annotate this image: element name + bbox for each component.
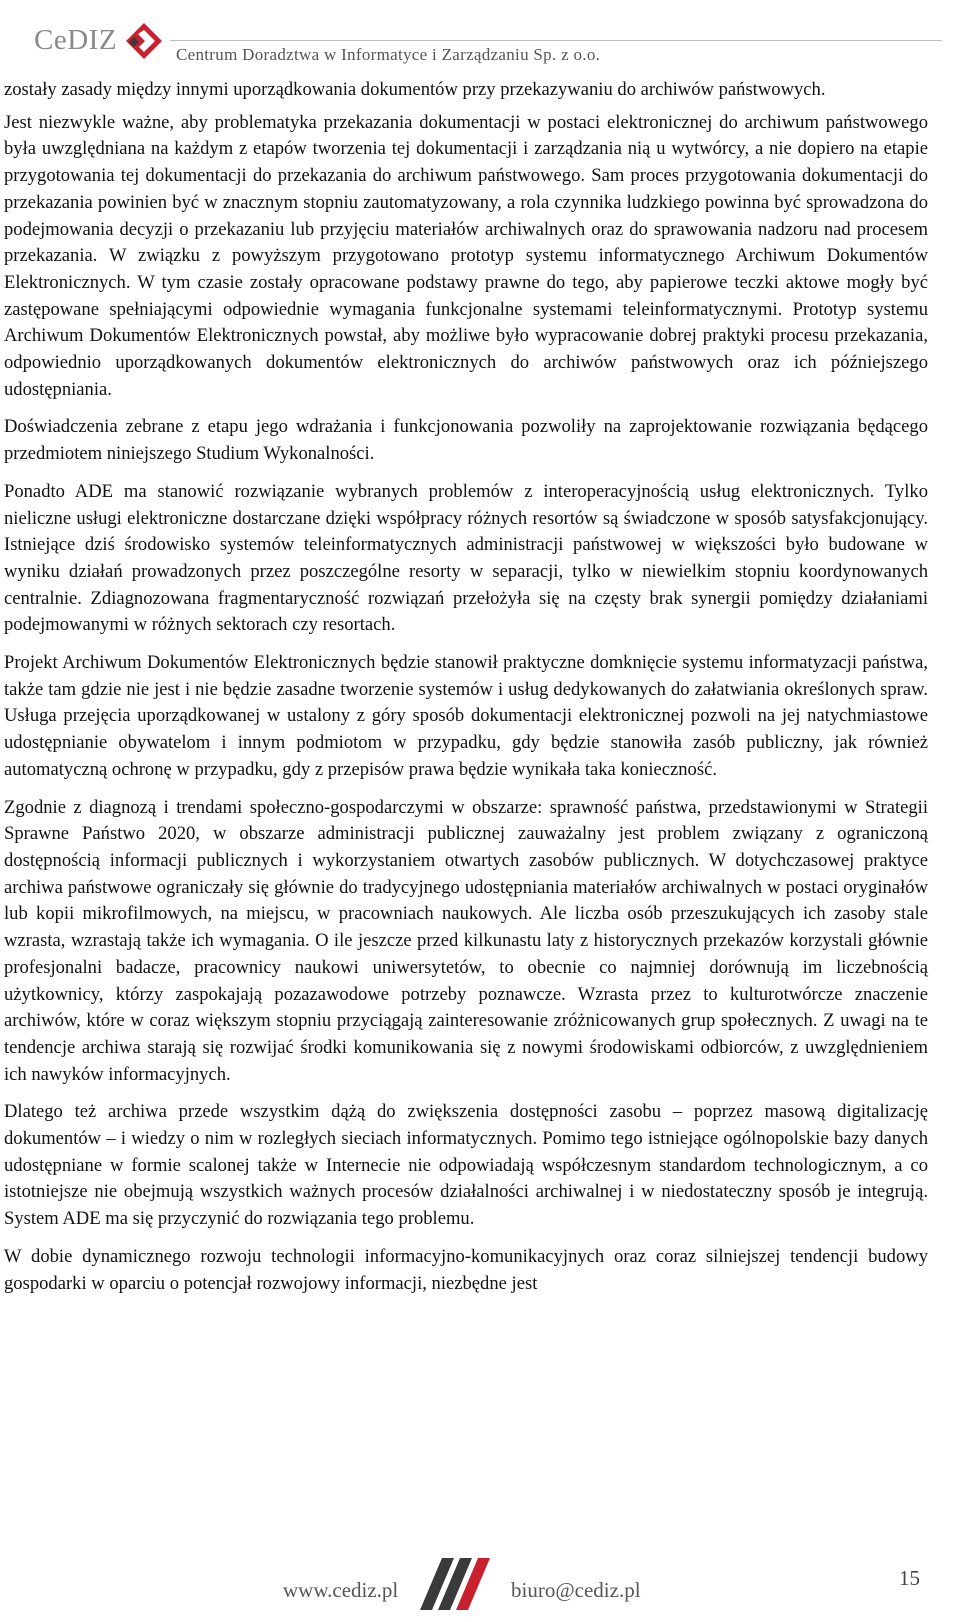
paragraph: zostały zasady między innymi uporządkowania dokumentów przy przekazywaniu do archiwów państwowych. [4, 79, 826, 100]
page-footer [0, 1556, 960, 1622]
website-link[interactable]: www.cediz.pl [283, 1578, 399, 1602]
paragraph: W dobie dynamicznego rozwoju technologii informacyjno-komunikacyjnych oraz coraz silniejszej tendencji budowy gospodarki w oparciu o potencjał rozwojowy informacji, niezbędne jest [4, 1245, 928, 1294]
paragraph: Ponadto ADE ma stanowić rozwiązanie wybranych problemów z interoperacyjnością usług elektronicznych. Tylko nieliczne usługi elektroniczne dostarczane dzięki współpracy różnych resortów są świadczone w sposób satysfakcjonujący. Istniejące dziś środowisko systemów teleinformatycznych administracji państwowej w większości było budowane w wyniku działań prowadzonych przez poszczególne resorty w separacji, tylko w niewielkim stopniu koordynowanych centralnie. Zdiagnozowana fragmentaryczność rozwiązań przełożyła się na częsty brak synergii pomiędzy działaniami podejmowanymi w różnych sektorach czy resortach. [4, 480, 928, 636]
cediz-footer-icon [420, 1558, 498, 1610]
cediz-logo-icon [124, 21, 164, 61]
paragraph: Dlatego też archiwa przede wszystkim dążą do zwiększenia dostępności zasobu – poprzez masową digitalizację dokumentów – i wiedzy o nim w rozległych sieciach informatycznych. Pomimo tego istniejące ogólnopolskie bazy danych udostępniane w formie scalonej także w Internecie nie odpowiadają współczesnym standardom technologicznym, a co istotniejsze nie obejmują wszystkich ważnych procesów działalności archiwalnej i w niedostateczny sposób je integrują. System ADE ma się przyczynić do rozwiązania tego problemu. [4, 1101, 928, 1230]
paragraph: Zgodnie z diagnozą i trendami społeczno-gospodarczymi w obszarze: sprawność państwa, przedstawionymi w Strategii Sprawne Państwo 2020, w obszarze administracji publicznej zauważalny jest problem związany z ograniczoną dostępnością informacji publicznych i wykorzystaniem otwartych zasobów publicznych. W dotychczasowej praktyce archiwa państwowe ograniczały się głównie do tradycyjnego udostępniania materiałów archiwalnych w postaci oryginałów lub kopii mikrofilmowych, na miejscu, w pracowniach naukowych. Ale liczba osób przeszukujących ich zasoby stale wzrasta, wzrastają także ich wymagania. O ile jeszcze przed kilkunastu laty z historycznych przekazów korzystali głównie profesjonalni badacze, pracownicy naukowi uniwersytetów, to obecnie co najmniej dorównują im liczebnością użytkownicy, którzy zaspokajają pozazawodowe potrzeby poznawcze. Wzrasta przez to kulturotwórcze znaczenie archiwów, które w coraz większym stopniu przyciągają zainteresowanie zróżnicowanych grup społecznych. Z uwagi na te tendencje archiwa starają się rozwijać środki komunikowania się z nowymi środowiskami odbiorców, z uwzględnieniem ich nawyków informacyjnych. [4, 796, 928, 1085]
page-header [0, 0, 960, 72]
paragraph: Jest niezwykle ważne, aby problematyka przekazania dokumentacji w postaci elektronicznej do archiwum państwowego była uwzględniana na każdym z etapów tworzenia tej dokumentacji i zarządzania nią u wytwórcy, a nie dopiero na etapie przygotowania tej dokumentacji do przekazania do archiwum państwowego. Sam proces przygotowania dokumentacji do przekazania powinien być w znacznym stopniu zautomatyzowany, a rola czynnika ludzkiego powinna być sprowadzona do podejmowania decyzji o przekazaniu lub przyjęciu materiałów archiwalnych oraz do sprawowania nadzoru nad procesem przekazania. W związku z powyższym przygotowano prototyp systemu informatycznego Archiwum Dokumentów Elektronicznych. W tym czasie zostały opracowane podstawy prawne do tego, aby papierowe teczki aktowe mogły być zastępowane spełniającymi odpowiednie wymagania funkcjonalne systemami teleinformatycznymi. Prototyp systemu Archiwum Dokumentów Elektronicznych powstał, aby możliwe było wypracowanie dobrej praktyki procesu przekazania, odpowiednio uporządkowanych dokumentów elektronicznych do archiwów państwowych oraz ich późniejszego udostępniania. [4, 111, 928, 400]
page-number: 15 [899, 1566, 920, 1590]
email-link[interactable]: biuro@cediz.pl [511, 1578, 641, 1602]
document-body [4, 77, 928, 1308]
paragraph: Doświadczenia zebrane z etapu jego wdrażania i funkcjonowania pozwoliły na zaprojektowanie rozwiązania będącego przedmiotem niniejszego Studium Wykonalności. [4, 416, 928, 465]
paragraph: Projekt Archiwum Dokumentów Elektronicznych będzie stanowił praktyczne domknięcie systemu informatyzacji państwa, także tam gdzie nie jest i nie będzie zasadne tworzenie systemów i usług dedykowanych do załatwiania określonych spraw. Usługa przejęcia uporządkowanej w ustalony z góry sposób dokumentacji elektronicznej pozwoli na jej natychmiastowe udostępnianie obywatelom i innym podmiotom w przypadku, gdy będzie stanowiła zasób publiczny, jak również automatyczną ochronę w przypadku, gdy z przepisów prawa będzie wynikała taka konieczność. [4, 652, 928, 780]
company-name: Centrum Doradztwa w Informatyce i Zarządzaniu Sp. z o.o. [176, 45, 601, 64]
logo-text: CeDIZ [34, 24, 118, 56]
header-divider [170, 40, 942, 41]
